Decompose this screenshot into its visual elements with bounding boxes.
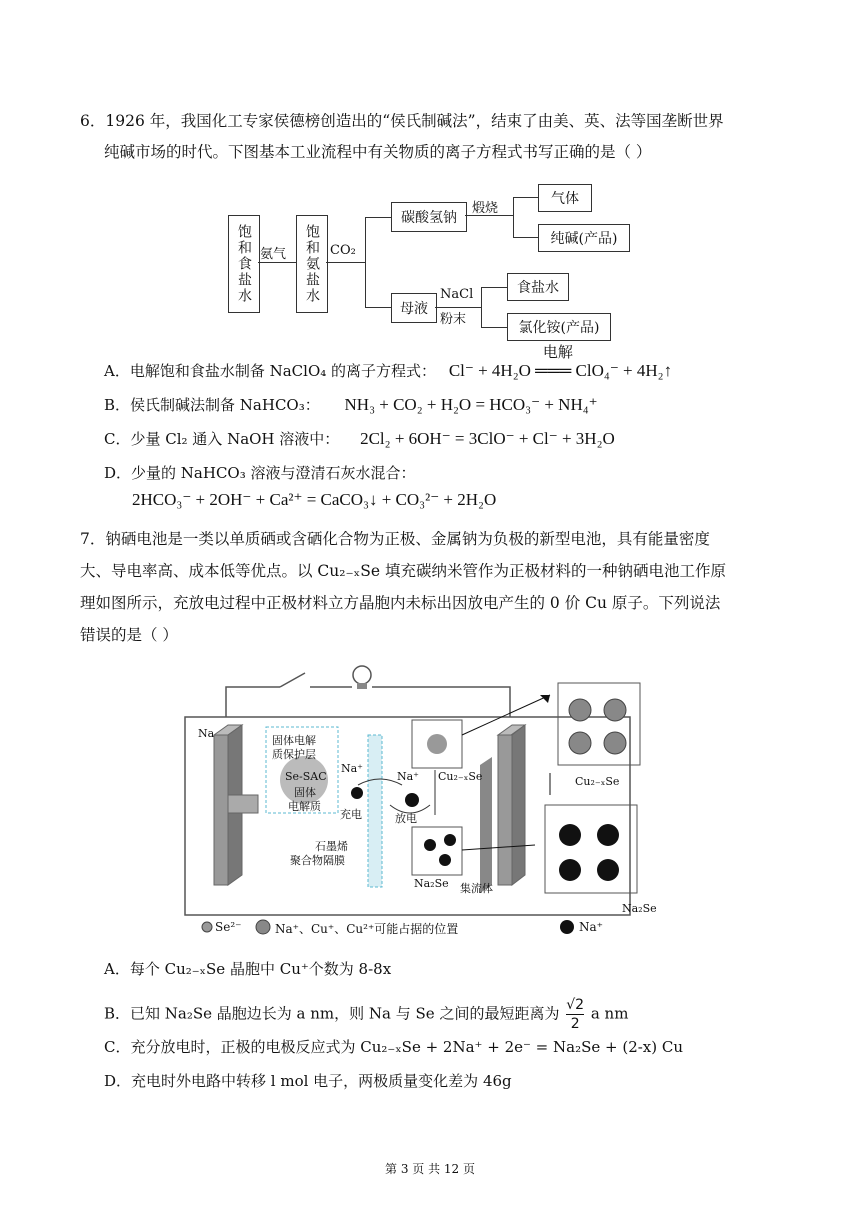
flow-branch bbox=[513, 197, 514, 237]
flow-label-powder: 粉末 bbox=[440, 312, 467, 327]
flow-box-ammoniated-brine bbox=[296, 215, 328, 313]
option-equation: 2Cl₂ + 6OH⁻ = 3ClO⁻ + Cl⁻ + 3H₂O bbox=[360, 429, 615, 448]
flow-line bbox=[365, 217, 391, 218]
q7-line1: 7．钠硒电池是一类以单质硒或含硒化合物为正极、金属钠为负极的新型电池，具有能量密度 bbox=[80, 530, 710, 548]
label-se-sac-2: 固体 bbox=[294, 786, 316, 799]
flow-box-nh4cl bbox=[507, 313, 611, 341]
label-na-ion: Na⁺ bbox=[341, 762, 363, 775]
cu2xse-cell-large bbox=[558, 683, 640, 765]
legend-site: Na⁺、Cu⁺、Cu²⁺可能占据的位置 bbox=[275, 922, 459, 936]
flow-box-gas bbox=[538, 184, 592, 212]
cell-atoms bbox=[427, 734, 447, 754]
flow-box-label: 食盐水 bbox=[517, 280, 559, 296]
flow-box-label: 碳酸氢钠 bbox=[401, 210, 457, 226]
flow-arrow bbox=[258, 262, 296, 263]
flow-label-calcine: 煅烧 bbox=[472, 201, 499, 216]
legend-na-icon bbox=[560, 920, 574, 934]
flow-line bbox=[513, 237, 538, 238]
label-na-electrode: Na bbox=[198, 727, 215, 740]
na-electrode bbox=[214, 735, 228, 885]
page-footer: 第 3 页 共 12 页 bbox=[385, 1162, 475, 1176]
q7-option-a: A．每个 Cu₂₋ₓSe 晶胞中 Cu⁺个数为 8-8x bbox=[104, 960, 392, 978]
flow-box-label: 氯化铵(产品) bbox=[518, 320, 600, 336]
na-ion-icon bbox=[351, 787, 363, 799]
flow-box-mother-liquor bbox=[391, 293, 437, 323]
electrolysis-condition: 电解 bbox=[542, 343, 573, 361]
label-cu2xse-large: Cu₂₋ₓSe bbox=[575, 775, 620, 788]
fraction-numerator: √2 bbox=[566, 997, 585, 1013]
flow-box-label: 母液 bbox=[400, 301, 428, 317]
label-separator-2: 聚合物隔膜 bbox=[290, 854, 345, 867]
circuit-wire bbox=[226, 687, 280, 717]
battery-diagram bbox=[180, 655, 680, 945]
flow-box-brine bbox=[507, 273, 569, 301]
separator bbox=[368, 735, 382, 887]
q6-option-d-equation: 2HCO₃⁻ + 2OH⁻ + Ca²⁺ = CaCO₃↓ + CO₃²⁻ + 2H₂O bbox=[132, 490, 497, 509]
flow-label-co2: CO₂ bbox=[330, 243, 356, 258]
label-separator-1: 石墨烯 bbox=[315, 840, 348, 853]
label-na2se-small: Na₂Se bbox=[414, 877, 449, 890]
flow-label-ammonia: 氨气 bbox=[260, 247, 287, 262]
label-na2se-large: Na₂Se bbox=[622, 902, 657, 915]
label-collector: 集流体 bbox=[460, 882, 493, 895]
q6-line2: 纯碱市场的时代。下图基本工业流程中有关物质的离子方程式书写正确的是（ ） bbox=[104, 143, 652, 161]
flow-box-soda-ash bbox=[538, 224, 630, 252]
legend-site-icon bbox=[256, 920, 270, 934]
q6-line1: 6．1926 年，我国化工专家侯德榜创造出的“侯氏制碱法”，结束了由美、英、法等国垄断世界 bbox=[80, 112, 724, 130]
option-text: A．电解饱和食盐水制备 NaClO₄ 的离子方程式： bbox=[104, 362, 437, 380]
q6-option-a bbox=[104, 343, 673, 381]
q6-option-b bbox=[104, 394, 598, 415]
label-se-sac-1: Se-SAC bbox=[285, 770, 327, 783]
fraction bbox=[566, 996, 584, 1033]
cathode bbox=[498, 735, 512, 885]
na2se-cell-large bbox=[545, 805, 637, 893]
option-text: B．侯氏制碱法制备 NaHCO₃： bbox=[104, 396, 320, 414]
option-equation bbox=[448, 343, 673, 380]
fraction-denominator: 2 bbox=[570, 1016, 580, 1032]
label-se-sac-3: 电解质 bbox=[288, 800, 321, 813]
q7-line2: 大、导电率高、成本低等优点。以 Cu₂₋ₓSe 填充碳纳米管作为正极材料的一种钠硒电池工作原 bbox=[80, 562, 726, 580]
flow-label-nacl: NaCl bbox=[440, 287, 474, 302]
bulb-base bbox=[357, 683, 367, 689]
cathode-side bbox=[512, 725, 525, 885]
flow-box-label: 饱和氨盐水 bbox=[304, 224, 320, 304]
label-sei-1: 固体电解 bbox=[272, 734, 316, 747]
flow-line bbox=[513, 197, 538, 198]
label-na-ion-2: Na⁺ bbox=[397, 770, 419, 783]
q7-line4: 错误的是（ ） bbox=[80, 626, 178, 644]
option-text-unit: a nm bbox=[590, 1004, 629, 1023]
label-cu2xse-small: Cu₂₋ₓSe bbox=[438, 770, 483, 783]
switch bbox=[280, 673, 305, 687]
flow-line bbox=[326, 262, 366, 263]
circuit-wire bbox=[372, 687, 510, 717]
flow-box-label: 纯碱(产品) bbox=[550, 231, 618, 247]
label-sei-2: 质保护层 bbox=[272, 748, 316, 761]
q7-option-d: D．充电时外电路中转移 l mol 电子，两极质量变化差为 46g bbox=[104, 1072, 512, 1090]
flow-line bbox=[481, 287, 507, 288]
na-ion-icon bbox=[405, 793, 419, 807]
q7-option-b bbox=[104, 996, 628, 1033]
legend-na: Na⁺ bbox=[579, 920, 603, 934]
equation-text: Cl⁻ + 4H₂O ═══ ClO₄⁻ + 4H₂↑ bbox=[448, 361, 673, 380]
flow-box-nahco3 bbox=[391, 202, 467, 232]
na2se-cell-small bbox=[412, 827, 462, 875]
legend-se-icon bbox=[202, 922, 212, 932]
option-text: C．少量 Cl₂ 通入 NaOH 溶液中： bbox=[104, 430, 340, 448]
flow-branch bbox=[481, 287, 482, 327]
q7-option-c: C．充分放电时，正极的电极反应式为 Cu₂₋ₓSe + 2Na⁺ + 2e⁻ = Na₂Se + (2-x) Cu bbox=[104, 1038, 684, 1056]
na-electrode-tab bbox=[228, 795, 258, 813]
q6-option-c bbox=[104, 428, 615, 449]
option-equation: NH₃ + CO₂ + H₂O = HCO₃⁻ + NH₄⁺ bbox=[344, 395, 598, 414]
label-discharge: 放电 bbox=[395, 812, 417, 825]
flow-line bbox=[481, 327, 507, 328]
label-charge: 充电 bbox=[340, 808, 362, 821]
flow-box-label: 饱和食盐水 bbox=[236, 224, 252, 304]
flow-line bbox=[365, 307, 391, 308]
flow-branch bbox=[365, 217, 366, 307]
option-text: B．已知 Na₂Se 晶胞边长为 a nm，则 Na 与 Se 之间的最短距离为 bbox=[104, 1004, 560, 1023]
bulb-icon bbox=[353, 666, 371, 684]
q7-line3: 理如图所示，充放电过程中正极材料立方晶胞内未标出因放电产生的 0 价 Cu 原子。下列说法 bbox=[80, 594, 721, 612]
flow-box-saturated-brine bbox=[228, 215, 260, 313]
q6-option-d: D．少量的 NaHCO₃ 溶液与澄清石灰水混合： bbox=[104, 464, 416, 482]
flow-box-label: 气体 bbox=[551, 191, 579, 207]
legend-se: Se²⁻ bbox=[215, 920, 242, 934]
